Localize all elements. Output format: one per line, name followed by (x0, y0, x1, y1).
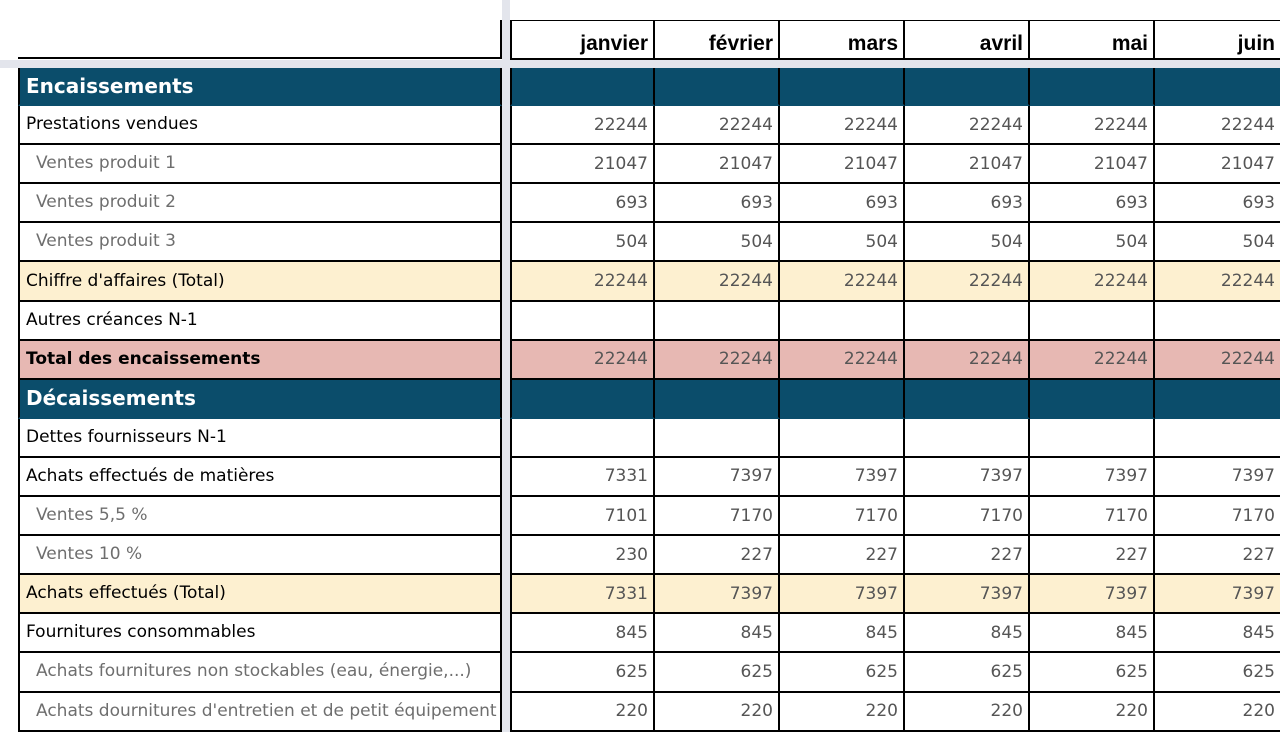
value-cell[interactable]: 625 (780, 653, 905, 692)
value-cell[interactable]: 7397 (1030, 575, 1155, 614)
value-cell[interactable]: 845 (1030, 614, 1155, 653)
value-cell[interactable]: 7397 (1155, 458, 1280, 497)
value-cell[interactable]: 21047 (510, 145, 655, 184)
table-row (0, 145, 1280, 184)
row-label-cell[interactable]: Ventes produit 2 (18, 184, 502, 223)
month-header-4[interactable]: mai (1030, 21, 1155, 58)
value-cell[interactable]: 22244 (1030, 106, 1155, 145)
row-label-cell[interactable]: Autres créances N-1 (18, 302, 502, 341)
row-label-cell[interactable]: Ventes 10 % (18, 536, 502, 575)
value-cell[interactable]: 22244 (1030, 341, 1155, 380)
value-cell[interactable]: 7170 (1030, 497, 1155, 536)
value-cell[interactable]: 22244 (655, 106, 780, 145)
value-cell[interactable] (905, 419, 1030, 458)
row-label-cell[interactable]: Achats effectués (Total) (18, 575, 502, 614)
value-cell[interactable]: 7397 (655, 575, 780, 614)
value-cell[interactable]: 7397 (1030, 458, 1155, 497)
value-cell[interactable]: 504 (1155, 223, 1280, 262)
value-cell[interactable]: 7397 (780, 575, 905, 614)
row-value-cells (510, 302, 1280, 341)
value-cell[interactable]: 625 (905, 653, 1030, 692)
month-header-3[interactable]: avril (905, 21, 1030, 58)
value-cell[interactable]: 625 (655, 653, 780, 692)
table-row (0, 653, 1280, 692)
value-cell[interactable] (1030, 380, 1155, 419)
row-value-cells (510, 536, 1280, 575)
value-cell[interactable]: 625 (1030, 653, 1155, 692)
value-cell[interactable] (1155, 67, 1280, 106)
value-cell[interactable]: 845 (510, 614, 655, 653)
value-cell[interactable]: 7170 (780, 497, 905, 536)
value-cell[interactable] (1155, 419, 1280, 458)
value-cell[interactable]: 7397 (1155, 575, 1280, 614)
month-header-row (510, 20, 1280, 60)
value-cell[interactable] (1155, 302, 1280, 341)
row-value-cells (510, 575, 1280, 614)
value-cell[interactable]: 7397 (905, 458, 1030, 497)
value-cell[interactable]: 7331 (510, 458, 655, 497)
row-value-cells (510, 262, 1280, 301)
row-label-cell[interactable]: Prestations vendues (18, 106, 502, 145)
value-cell[interactable]: 7170 (905, 497, 1030, 536)
value-cell[interactable] (780, 380, 905, 419)
header-label-corner (18, 20, 502, 59)
value-cell[interactable]: 504 (905, 223, 1030, 262)
table-row (0, 497, 1280, 536)
value-cell[interactable]: 227 (1030, 536, 1155, 575)
row-value-cells (510, 223, 1280, 262)
row-value-cells (510, 614, 1280, 653)
cashflow-table-body (0, 67, 1280, 732)
value-cell[interactable]: 22244 (1155, 106, 1280, 145)
value-cell[interactable]: 693 (780, 184, 905, 223)
value-cell[interactable]: 220 (1155, 693, 1280, 732)
value-cell[interactable]: 220 (780, 693, 905, 732)
row-value-cells (510, 497, 1280, 536)
row-value-cells (510, 458, 1280, 497)
value-cell[interactable]: 220 (510, 693, 655, 732)
table-row (0, 184, 1280, 223)
table-row (0, 419, 1280, 458)
value-cell[interactable]: 625 (1155, 653, 1280, 692)
value-cell[interactable]: 227 (905, 536, 1030, 575)
value-cell[interactable]: 22244 (905, 341, 1030, 380)
value-cell[interactable]: 22244 (905, 262, 1030, 301)
row-label-cell[interactable]: Ventes produit 3 (18, 223, 502, 262)
row-value-cells (510, 341, 1280, 380)
value-cell[interactable] (510, 419, 655, 458)
value-cell[interactable]: 227 (780, 536, 905, 575)
row-label-cell[interactable]: Fournitures consommables (18, 614, 502, 653)
value-cell[interactable]: 845 (780, 614, 905, 653)
value-cell[interactable]: 7397 (655, 458, 780, 497)
value-cell[interactable]: 22244 (510, 262, 655, 301)
value-cell[interactable]: 7101 (510, 497, 655, 536)
value-cell[interactable]: 21047 (905, 145, 1030, 184)
value-cell[interactable]: 230 (510, 536, 655, 575)
table-row (0, 302, 1280, 341)
row-value-cells (510, 419, 1280, 458)
value-cell[interactable]: 7397 (905, 575, 1030, 614)
value-cell[interactable]: 845 (905, 614, 1030, 653)
value-cell[interactable]: 22244 (780, 341, 905, 380)
value-cell[interactable] (905, 380, 1030, 419)
value-cell[interactable] (780, 67, 905, 106)
value-cell[interactable] (510, 67, 655, 106)
frozen-pane-horizontal-divider[interactable] (0, 60, 1280, 68)
row-label-cell[interactable]: Chiffre d'affaires (Total) (18, 262, 502, 301)
value-cell[interactable]: 22244 (655, 262, 780, 301)
value-cell[interactable]: 7331 (510, 575, 655, 614)
value-cell[interactable]: 845 (655, 614, 780, 653)
row-label-cell[interactable]: Décaissements (18, 380, 502, 419)
section-header-row (0, 380, 1280, 419)
row-label-cell[interactable]: Ventes 5,5 % (18, 497, 502, 536)
value-cell[interactable]: 21047 (780, 145, 905, 184)
value-cell[interactable]: 21047 (1030, 145, 1155, 184)
row-label-cell[interactable]: Dettes fournisseurs N-1 (18, 419, 502, 458)
value-cell[interactable]: 504 (655, 223, 780, 262)
value-cell[interactable]: 22244 (510, 341, 655, 380)
value-cell[interactable]: 504 (780, 223, 905, 262)
value-cell[interactable]: 220 (655, 693, 780, 732)
row-label-cell[interactable]: Encaissements (18, 67, 502, 106)
table-row (0, 341, 1280, 380)
value-cell[interactable]: 21047 (1155, 145, 1280, 184)
value-cell[interactable]: 693 (1155, 184, 1280, 223)
value-cell[interactable]: 22244 (510, 106, 655, 145)
row-value-cells (510, 67, 1280, 106)
row-value-cells (510, 106, 1280, 145)
value-cell[interactable] (510, 380, 655, 419)
value-cell[interactable] (510, 302, 655, 341)
value-cell[interactable] (655, 380, 780, 419)
value-cell[interactable] (1030, 67, 1155, 106)
row-value-cells (510, 653, 1280, 692)
value-cell[interactable] (655, 419, 780, 458)
value-cell[interactable]: 22244 (780, 106, 905, 145)
value-cell[interactable]: 693 (905, 184, 1030, 223)
month-header-2[interactable]: mars (780, 21, 905, 58)
value-cell[interactable]: 220 (905, 693, 1030, 732)
table-row (0, 693, 1280, 732)
value-cell[interactable] (1030, 302, 1155, 341)
value-cell[interactable]: 504 (1030, 223, 1155, 262)
row-value-cells (510, 380, 1280, 419)
value-cell[interactable]: 22244 (905, 106, 1030, 145)
row-value-cells (510, 145, 1280, 184)
value-cell[interactable] (905, 67, 1030, 106)
table-row (0, 223, 1280, 262)
month-header-1[interactable]: février (655, 21, 780, 58)
frozen-pane-vertical-divider[interactable] (502, 0, 510, 732)
table-row (0, 106, 1280, 145)
value-cell[interactable]: 693 (1030, 184, 1155, 223)
value-cell[interactable] (1155, 380, 1280, 419)
row-label-cell[interactable]: Achats dournitures d'entretien et de petit équipement (18, 693, 502, 732)
value-cell[interactable]: 22244 (1030, 262, 1155, 301)
value-cell[interactable] (655, 67, 780, 106)
value-cell[interactable]: 22244 (780, 262, 905, 301)
value-cell[interactable]: 21047 (655, 145, 780, 184)
value-cell[interactable]: 7170 (655, 497, 780, 536)
table-row (0, 575, 1280, 614)
value-cell[interactable]: 504 (510, 223, 655, 262)
value-cell[interactable]: 693 (655, 184, 780, 223)
row-label-cell[interactable]: Achats fournitures non stockables (eau, énergie,...) (18, 653, 502, 692)
value-cell[interactable]: 227 (1155, 536, 1280, 575)
row-value-cells (510, 184, 1280, 223)
row-label-cell[interactable]: Ventes produit 1 (18, 145, 502, 184)
value-cell[interactable]: 22244 (655, 341, 780, 380)
value-cell[interactable]: 22244 (1155, 262, 1280, 301)
row-label-cell[interactable]: Achats effectués de matières (18, 458, 502, 497)
value-cell[interactable]: 7170 (1155, 497, 1280, 536)
table-row (0, 536, 1280, 575)
value-cell[interactable]: 625 (510, 653, 655, 692)
value-cell[interactable] (905, 302, 1030, 341)
month-header-5[interactable]: juin (1237, 32, 1275, 55)
value-cell[interactable]: 845 (1155, 614, 1280, 653)
table-row (0, 262, 1280, 301)
value-cell[interactable]: 220 (1030, 693, 1155, 732)
table-row (0, 614, 1280, 653)
value-cell[interactable] (1030, 419, 1155, 458)
value-cell[interactable]: 7397 (780, 458, 905, 497)
value-cell[interactable]: 693 (510, 184, 655, 223)
row-label-cell[interactable]: Total des encaissements (18, 341, 502, 380)
table-row (0, 458, 1280, 497)
row-value-cells (510, 693, 1280, 732)
value-cell[interactable]: 22244 (1155, 341, 1280, 380)
month-header-0[interactable]: janvier (510, 21, 655, 58)
section-header-row (0, 67, 1280, 106)
value-cell[interactable]: 227 (655, 536, 780, 575)
value-cell[interactable] (655, 302, 780, 341)
value-cell[interactable] (780, 302, 905, 341)
value-cell[interactable] (780, 419, 905, 458)
